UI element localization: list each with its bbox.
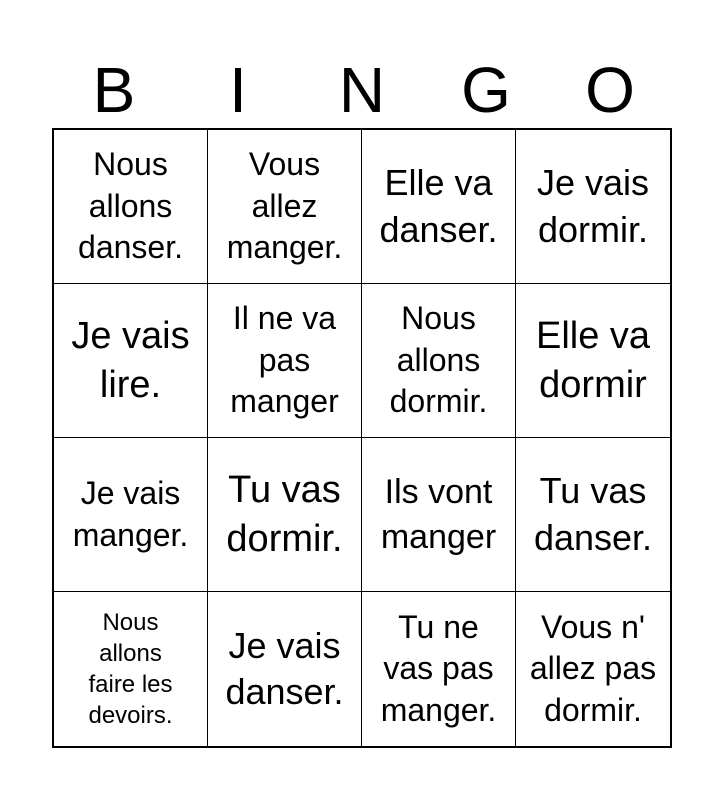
bingo-cell[interactable]	[208, 438, 362, 592]
bingo-cell[interactable]	[362, 438, 516, 592]
cell-text: Je vais dormir.	[536, 162, 650, 250]
cell-text: Je vais lire.	[71, 314, 190, 406]
header-letter-i: I	[229, 54, 247, 126]
header-letter-g: G	[461, 54, 511, 126]
cell-text: Nous allons danser.	[78, 146, 183, 266]
cell-text: Tu ne vas pas manger.	[380, 608, 497, 728]
bingo-cell[interactable]	[516, 438, 670, 592]
cell-text: Vous n' allez pas dormir.	[529, 608, 657, 728]
bingo-cell[interactable]	[362, 130, 516, 284]
bingo-header	[52, 52, 672, 128]
cell-text: Nous allons dormir.	[389, 300, 488, 420]
bingo-cell[interactable]	[54, 438, 208, 592]
cell-text: Elle va dormir	[535, 314, 651, 406]
bingo-cell[interactable]	[208, 130, 362, 284]
bingo-board	[52, 128, 672, 748]
header-letter-n: N	[338, 54, 386, 126]
cell-text: Nous allons faire les devoirs.	[88, 608, 173, 730]
bingo-cell[interactable]	[208, 284, 362, 438]
bingo-cell[interactable]	[362, 284, 516, 438]
bingo-cell[interactable]	[362, 592, 516, 746]
bingo-cell[interactable]	[54, 592, 208, 746]
bingo-cell[interactable]	[516, 284, 670, 438]
cell-text: Tu vas danser.	[533, 470, 653, 558]
cell-text: Vous allez manger.	[226, 146, 343, 266]
bingo-cell[interactable]	[208, 592, 362, 746]
bingo-cell[interactable]	[54, 130, 208, 284]
cell-text: Il ne va pas manger	[230, 300, 339, 420]
cell-text: Je vais manger.	[72, 474, 189, 553]
header-letter-o: O	[585, 54, 635, 126]
bingo-cell[interactable]	[516, 592, 670, 746]
cell-text: Tu vas dormir.	[226, 468, 343, 560]
cell-text: Je vais danser.	[225, 624, 344, 712]
bingo-cell[interactable]	[516, 130, 670, 284]
bingo-cell[interactable]	[54, 284, 208, 438]
cell-text: Elle va danser.	[379, 162, 498, 250]
cell-text: Ils vont manger	[380, 473, 497, 556]
header-letter-b: B	[92, 54, 136, 126]
